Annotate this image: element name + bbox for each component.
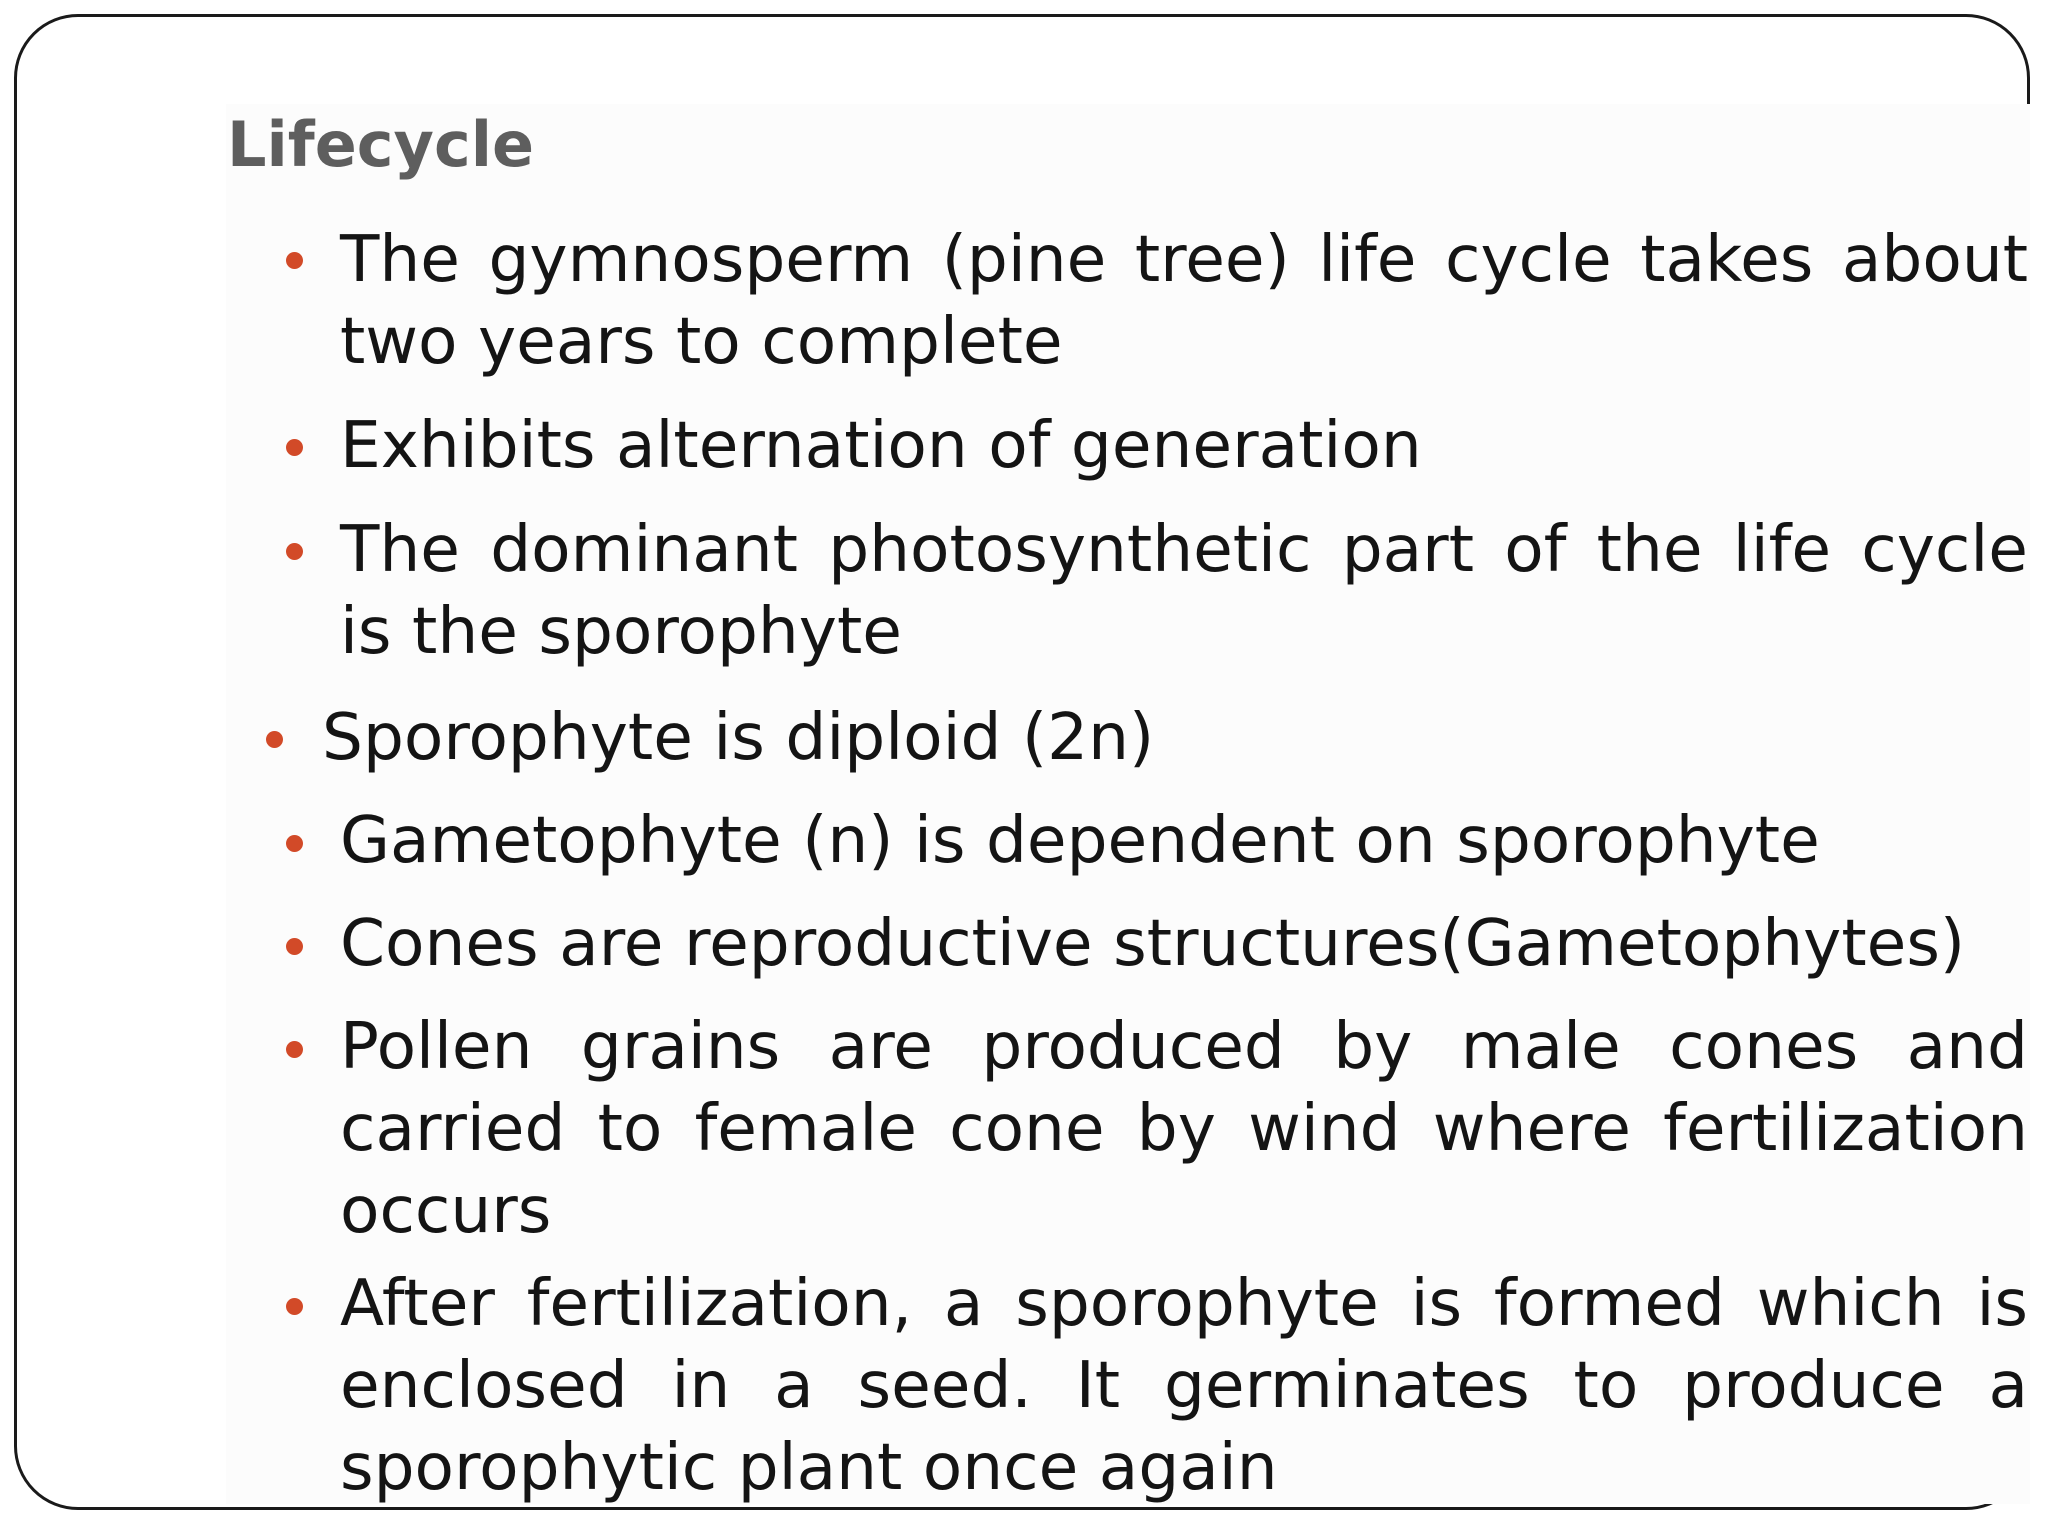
- bullet-dot-icon: [286, 835, 303, 852]
- bullet-dot-icon: [286, 252, 303, 269]
- slide-title: Lifecycle: [227, 108, 535, 181]
- bullet-dot-icon: [286, 543, 303, 560]
- bullet-item: Pollen grains are produced by male cones and carried to female cone by wind where fertilization occurs: [340, 1009, 2028, 1248]
- bullet-item: Gametophyte (n) is dependent on sporophyte: [340, 803, 1820, 878]
- bullet-item: After fertilization, a sporophyte is formed which is enclosed in a seed. It germinates to produce a sporophytic plant once again: [340, 1266, 2028, 1505]
- bullet-item: Cones are reproductive structures(Gametophytes): [340, 906, 1966, 981]
- bullet-item: Sporophyte is diploid (2n): [322, 700, 1155, 775]
- bullet-item: Exhibits alternation of generation: [340, 408, 1422, 483]
- bullet-dot-icon: [266, 731, 283, 748]
- bullet-dot-icon: [286, 1298, 303, 1315]
- bullet-dot-icon: [286, 938, 303, 955]
- bullet-item: The dominant photosynthetic part of the life cycle is the sporophyte: [340, 512, 2028, 669]
- bullet-item: The gymnosperm (pine tree) life cycle takes about two years to complete: [340, 222, 2028, 379]
- bullet-dot-icon: [286, 439, 303, 456]
- bullet-dot-icon: [286, 1041, 303, 1058]
